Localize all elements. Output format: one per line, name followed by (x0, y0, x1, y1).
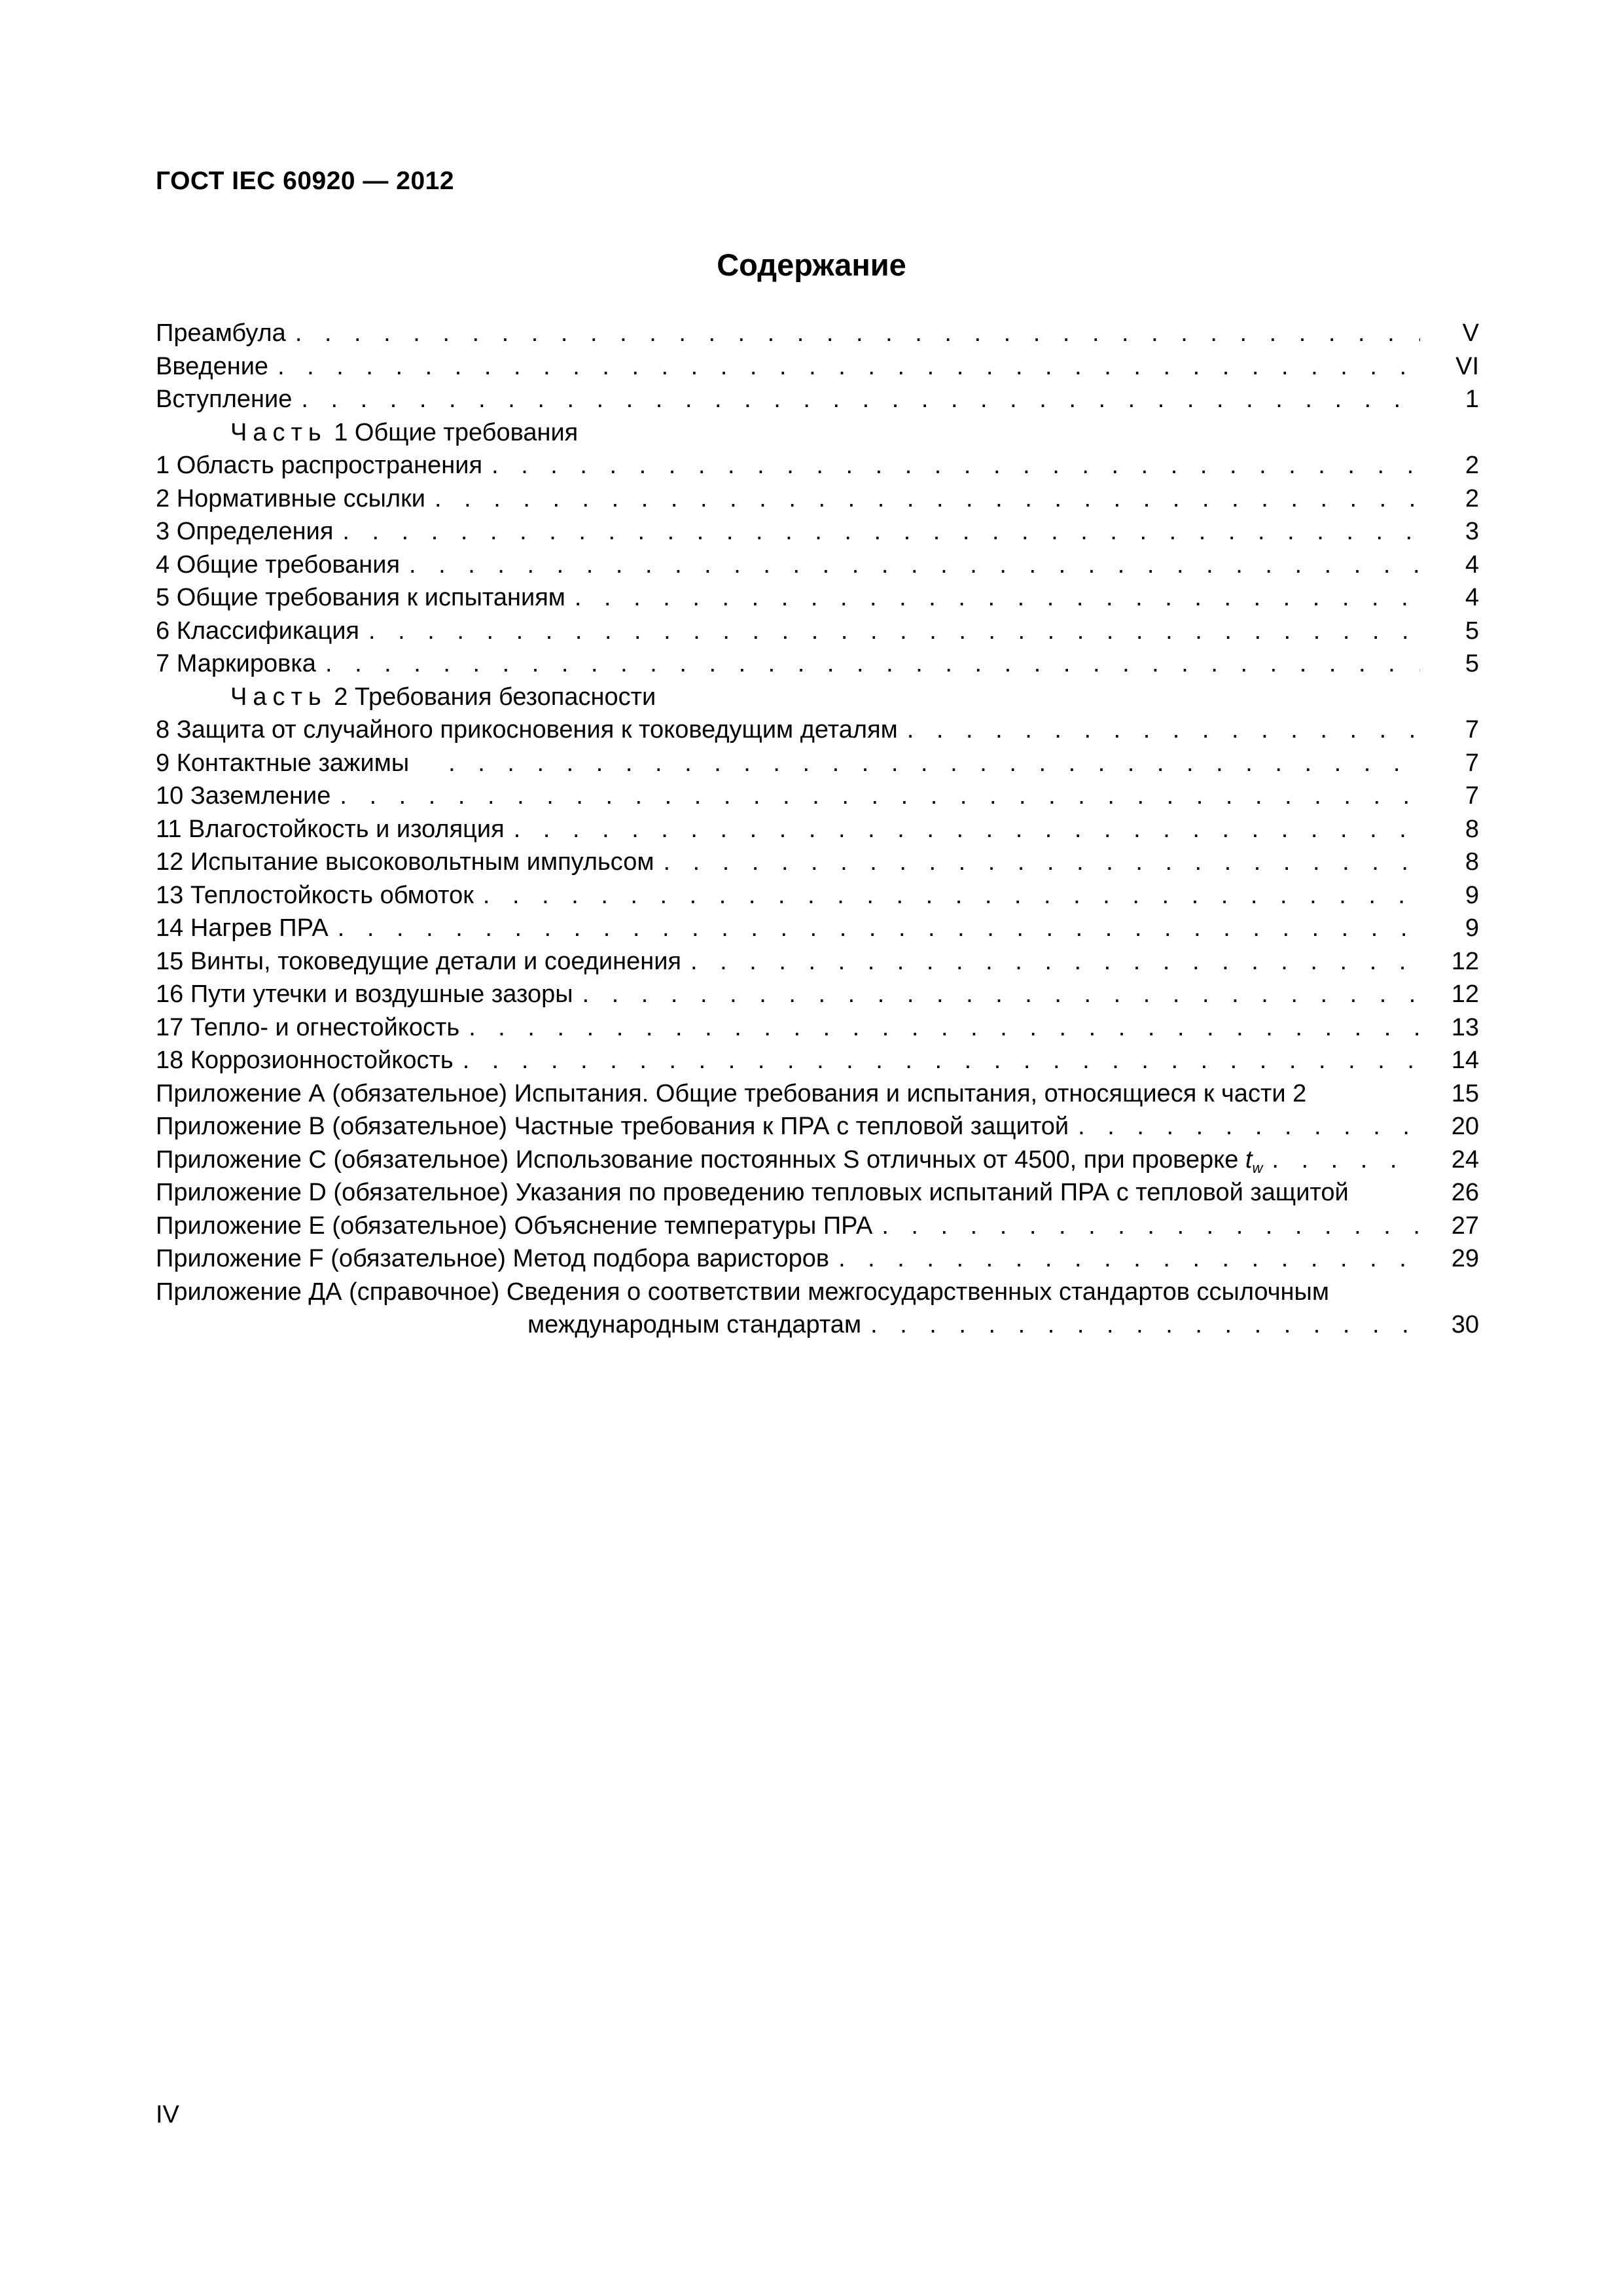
page-title: Содержание (717, 247, 906, 282)
toc-leader (690, 945, 1420, 978)
toc-entry-annex-da[interactable] (156, 1276, 1479, 1309)
toc-leader (882, 1210, 1420, 1243)
toc-leader (368, 615, 1420, 648)
toc-label-text: Приложение С (обязательное) Использование постоянных S отличных от 4500, при проверке (156, 1145, 1245, 1174)
toc-label: 4 Общие требования (156, 550, 401, 579)
toc-entry-s10[interactable] (156, 780, 1479, 813)
toc-page: 2 (1465, 484, 1479, 512)
toc-entry-annex-b[interactable] (156, 1110, 1479, 1143)
toc-label: Приложение F (обязательное) Метод подбора варисторов (156, 1245, 830, 1272)
toc-entry-s17[interactable] (156, 1011, 1479, 1045)
toc-leader (483, 879, 1420, 912)
toc-leader (870, 1308, 1420, 1342)
part-prefix: Часть (230, 418, 327, 446)
toc-label: Вступление (156, 386, 293, 413)
toc-leader (1272, 1143, 1420, 1177)
toc-leader (301, 383, 1420, 416)
toc-entry-intro[interactable] (156, 383, 1479, 416)
toc-label: 16 Пути утечки и воздушные зазоры (156, 980, 573, 1008)
toc-page: 12 (1451, 980, 1479, 1008)
toc-leader (575, 581, 1420, 615)
toc-entry-s6[interactable] (156, 615, 1479, 648)
toc-label: международным стандартам (527, 1311, 862, 1338)
table-of-contents (156, 317, 1479, 1342)
toc-leader (469, 1011, 1420, 1045)
toc-entry-s16[interactable] (156, 978, 1479, 1011)
toc-entry-annex-a[interactable] (156, 1077, 1479, 1111)
toc-entry-annex-e[interactable] (156, 1210, 1479, 1243)
symbol-w: w (1252, 1159, 1263, 1176)
toc-page: 30 (1451, 1311, 1479, 1338)
toc-page: 5 (1465, 617, 1479, 645)
toc-page: 8 (1465, 815, 1479, 843)
toc-page: 24 (1451, 1145, 1479, 1174)
toc-leader (491, 449, 1420, 482)
toc-page: 14 (1451, 1047, 1479, 1074)
toc-page: 1 (1465, 386, 1479, 413)
toc-entry-s7[interactable] (156, 647, 1479, 681)
toc-leader (514, 813, 1420, 846)
toc-entry-s12[interactable] (156, 846, 1479, 879)
toc-label: Преамбула (156, 319, 286, 347)
toc-label: Приложение В (обязательное) Частные требования к ПРА с тепловой защитой (156, 1113, 1069, 1140)
toc-entry-annex-f[interactable] (156, 1242, 1479, 1276)
toc-page: 15 (1451, 1079, 1479, 1107)
toc-entry-s11[interactable] (156, 813, 1479, 846)
toc-label: 12 Испытание высоковольтным импульсом (156, 848, 654, 876)
toc-page: 5 (1465, 650, 1479, 677)
toc-leader (277, 350, 1420, 384)
toc-label: 17 Тепло- и огнестойкость (156, 1013, 460, 1041)
part-title: 2 Требования безопасности (334, 683, 656, 711)
toc-leader (409, 548, 1420, 582)
toc-leader (582, 978, 1420, 1011)
toc-page: 8 (1465, 848, 1479, 876)
toc-entry-s8[interactable] (156, 713, 1479, 747)
toc-page: 4 (1465, 584, 1479, 611)
part-title: 1 Общие требования (334, 418, 579, 446)
toc-entry-s1[interactable] (156, 449, 1479, 482)
toc-label: 15 Винты, токоведущие детали и соединения (156, 947, 681, 975)
toc-label: Приложение D (обязательное) Указания по проведению тепловых испытаний ПРА с тепловой защитой (156, 1179, 1349, 1206)
toc-label: Приложение Е (обязательное) Объяснение температуры ПРА (156, 1211, 873, 1240)
toc-entry-annex-da-continued[interactable] (156, 1308, 1479, 1342)
toc-label: 2 Нормативные ссылки (156, 484, 425, 512)
toc-page: 12 (1451, 947, 1479, 975)
toc-leader (342, 515, 1420, 548)
toc-entry-s5[interactable] (156, 581, 1479, 615)
toc-entry-s13[interactable] (156, 879, 1479, 912)
toc-page: 9 (1465, 881, 1479, 909)
toc-label: 18 Коррозионностойкость (156, 1047, 454, 1074)
toc-label: 9 Контактные зажимы (156, 749, 410, 777)
toc-label: 11 Влагостойкость и изоляция (156, 815, 505, 843)
toc-page: VI (1455, 352, 1479, 380)
toc-label: 8 Защита от случайного прикосновения к токоведущим деталям (156, 716, 898, 744)
toc-part-heading-2 (156, 681, 1479, 714)
toc-entry-preamble[interactable] (156, 317, 1479, 350)
part-prefix: Часть (230, 683, 327, 711)
toc-label: Введение (156, 352, 269, 380)
toc-page: 13 (1451, 1013, 1479, 1041)
page-number: IV (156, 2101, 179, 2128)
toc-entry-s14[interactable] (156, 912, 1479, 945)
toc-entry-s2[interactable] (156, 482, 1479, 516)
toc-entry-annex-c[interactable] (156, 1143, 1479, 1177)
toc-label: 6 Классификация (156, 617, 360, 645)
toc-entry-foreword[interactable] (156, 350, 1479, 384)
toc-page: 7 (1465, 749, 1479, 777)
toc-leader (907, 713, 1420, 747)
toc-page: 20 (1451, 1113, 1479, 1140)
symbol-t: t (1245, 1145, 1253, 1174)
toc-label: 14 Нагрев ПРА (156, 914, 329, 942)
toc-page: 7 (1465, 716, 1479, 744)
toc-label: 10 Заземление (156, 782, 331, 810)
toc-label: 13 Теплостойкость обмоток (156, 881, 474, 909)
toc-leader (295, 317, 1420, 350)
toc-part-heading-1 (156, 416, 1479, 450)
toc-leader (1078, 1110, 1420, 1143)
toc-label: Приложение А (обязательное) Испытания. Общие требования и испытания, относящиеся к части 2 (156, 1079, 1307, 1107)
toc-page: 3 (1465, 518, 1479, 545)
toc-label: 7 Маркировка (156, 650, 316, 677)
document-header: ГОСТ IEC 60920 — 2012 (156, 167, 455, 195)
toc-label: 3 Определения (156, 518, 334, 545)
toc-page: 4 (1465, 550, 1479, 579)
toc-entry-s18[interactable] (156, 1044, 1479, 1077)
toc-label: 1 Область распространения (156, 452, 483, 479)
toc-label: 5 Общие требования к испытаниям (156, 584, 565, 611)
toc-entry-s4[interactable] (156, 548, 1479, 582)
toc-page: 27 (1451, 1211, 1479, 1240)
toc-page: V (1462, 319, 1479, 347)
toc-page: 2 (1465, 452, 1479, 479)
toc-leader (340, 780, 1420, 813)
toc-page: 29 (1451, 1245, 1479, 1272)
toc-leader (463, 1044, 1420, 1077)
toc-entry-s9[interactable] (156, 747, 1479, 780)
toc-leader (325, 647, 1420, 681)
toc-page: 26 (1451, 1179, 1479, 1206)
toc-page: 7 (1465, 782, 1479, 810)
toc-entry-annex-d[interactable] (156, 1176, 1479, 1210)
toc-leader (435, 482, 1420, 516)
toc-leader (338, 912, 1420, 945)
toc-leader (448, 747, 1420, 780)
toc-page: 9 (1465, 914, 1479, 942)
toc-leader (838, 1242, 1420, 1276)
toc-leader (663, 846, 1420, 879)
toc-entry-s15[interactable] (156, 945, 1479, 978)
toc-entry-s3[interactable] (156, 515, 1479, 548)
toc-label: Приложение ДА (справочное) Сведения о соответствии межгосударственных стандартов ссылочным (156, 1278, 1329, 1306)
